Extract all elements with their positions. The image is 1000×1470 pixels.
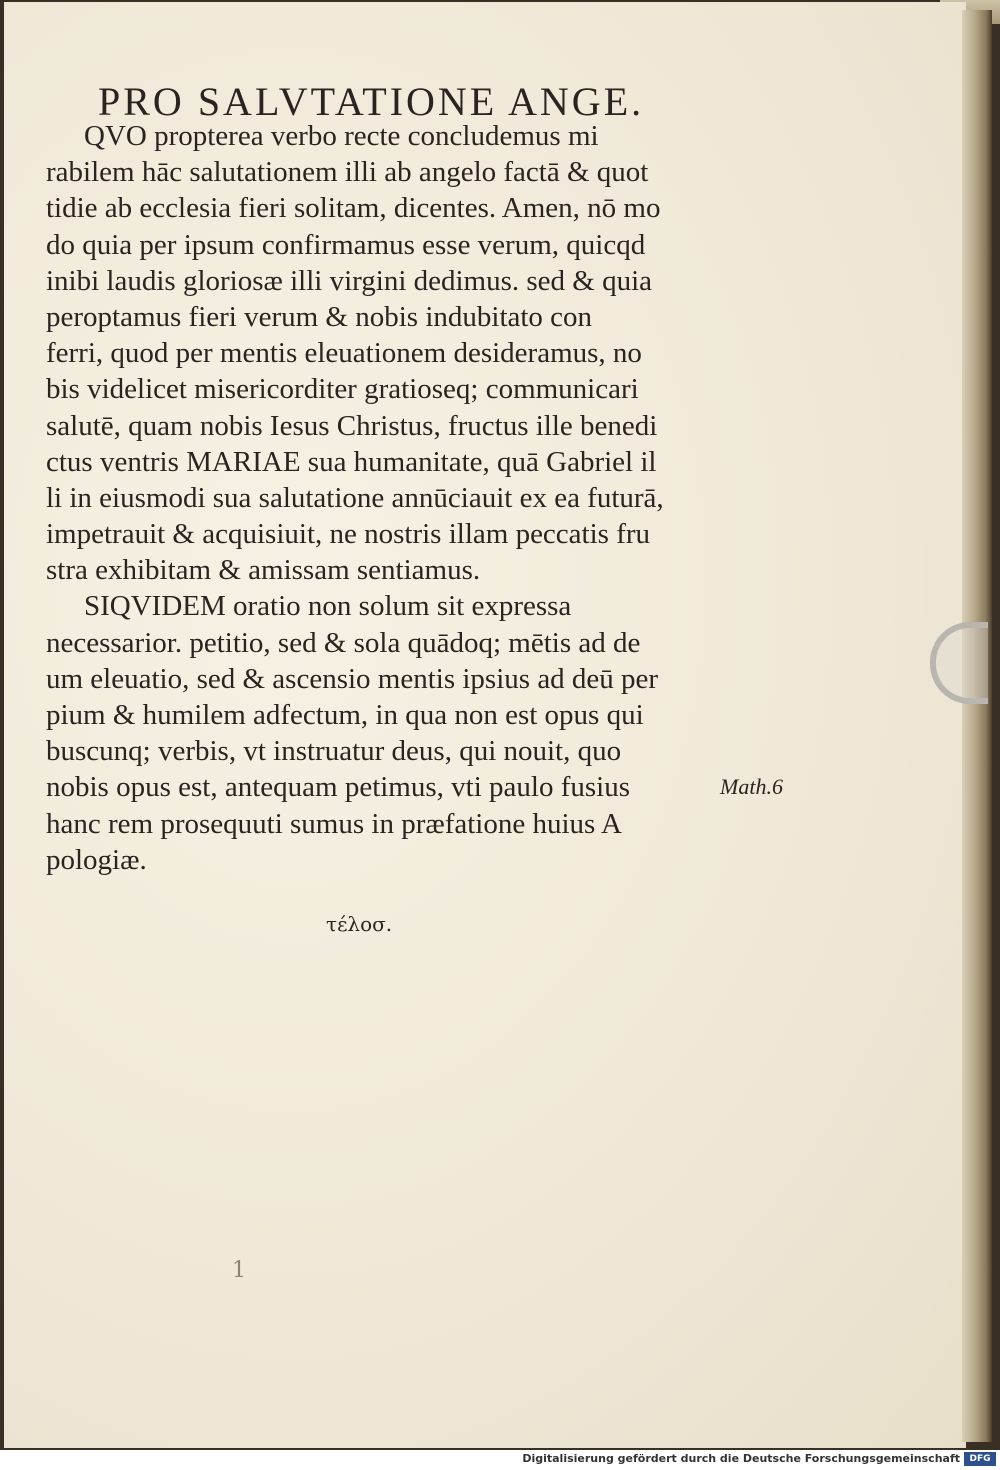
text-line: salutē, quam nobis Iesus Christus, fructus ille benedi bbox=[46, 409, 658, 442]
text-line: buscunq; verbis, vt instruatur deus, qui nouit, quo bbox=[46, 735, 622, 768]
text-line: necessarior. petitio, sed & sola quādoq; mētis ad de bbox=[46, 626, 641, 659]
text-line: tidie ab ecclesia fieri solitam, dicentes. Amen, nō mo bbox=[46, 192, 661, 225]
text-line: pium & humilem adfectum, in qua non est opus qui bbox=[46, 699, 644, 731]
text-line: peroptamus fieri verum & nobis indubitato con bbox=[46, 300, 593, 333]
text-line: inibi laudis gloriosæ illi virgini dedimus. sed & quia bbox=[46, 264, 653, 297]
margin-note: Math.6 bbox=[720, 774, 783, 799]
text-line: rabilem hāc salutationem illi ab angelo factā & quot bbox=[46, 156, 649, 189]
text-line: QVO propterea verbo recte concludemus mi bbox=[84, 120, 599, 152]
text-line: nobis opus est, antequam petimus, vti paulo fusius bbox=[46, 771, 630, 804]
text-line: hanc rem prosequuti sumus in præfatione huius A bbox=[46, 807, 622, 840]
dfg-logo: DFG bbox=[964, 1452, 996, 1466]
text-line: bis videlicet misericorditer gratioseq; communicari bbox=[46, 373, 639, 406]
text-line: ctus ventris MARIAE sua humanitate, quā Gabriel il bbox=[46, 445, 657, 478]
page-edge-shadow bbox=[962, 10, 992, 1442]
text-line: pologiæ. bbox=[46, 843, 147, 876]
pencil-mark: 1 bbox=[232, 1258, 246, 1283]
footer-credit: Digitalisierung gefördert durch die Deutsche Forschungsgemeinschaft bbox=[522, 1452, 960, 1465]
running-header: PRO SALVTATIONE ANGE. bbox=[98, 79, 645, 124]
text-line: stra exhibitam & amissam sentiamus. bbox=[46, 554, 481, 587]
text-line: SIQVIDEM oratio non solum sit expressa bbox=[84, 590, 572, 623]
body-text bbox=[46, 118, 746, 878]
text-line: do quia per ipsum confirmamus esse verum, quicqd bbox=[46, 228, 646, 261]
end-word: τέλοσ. bbox=[326, 912, 393, 936]
text-line: ferri, quod per mentis eleuationem desideramus, no bbox=[46, 337, 642, 370]
footer-bar bbox=[0, 1450, 1000, 1470]
text-line: impetrauit & acquisiuit, ne nostris illam peccatis fru bbox=[46, 518, 651, 551]
text-line: li in eiusmodi sua salutatione annūciauit ex ea futurā, bbox=[46, 481, 664, 514]
text-line: um eleuatio, sed & ascensio mentis ipsius ad deū per bbox=[46, 662, 659, 695]
